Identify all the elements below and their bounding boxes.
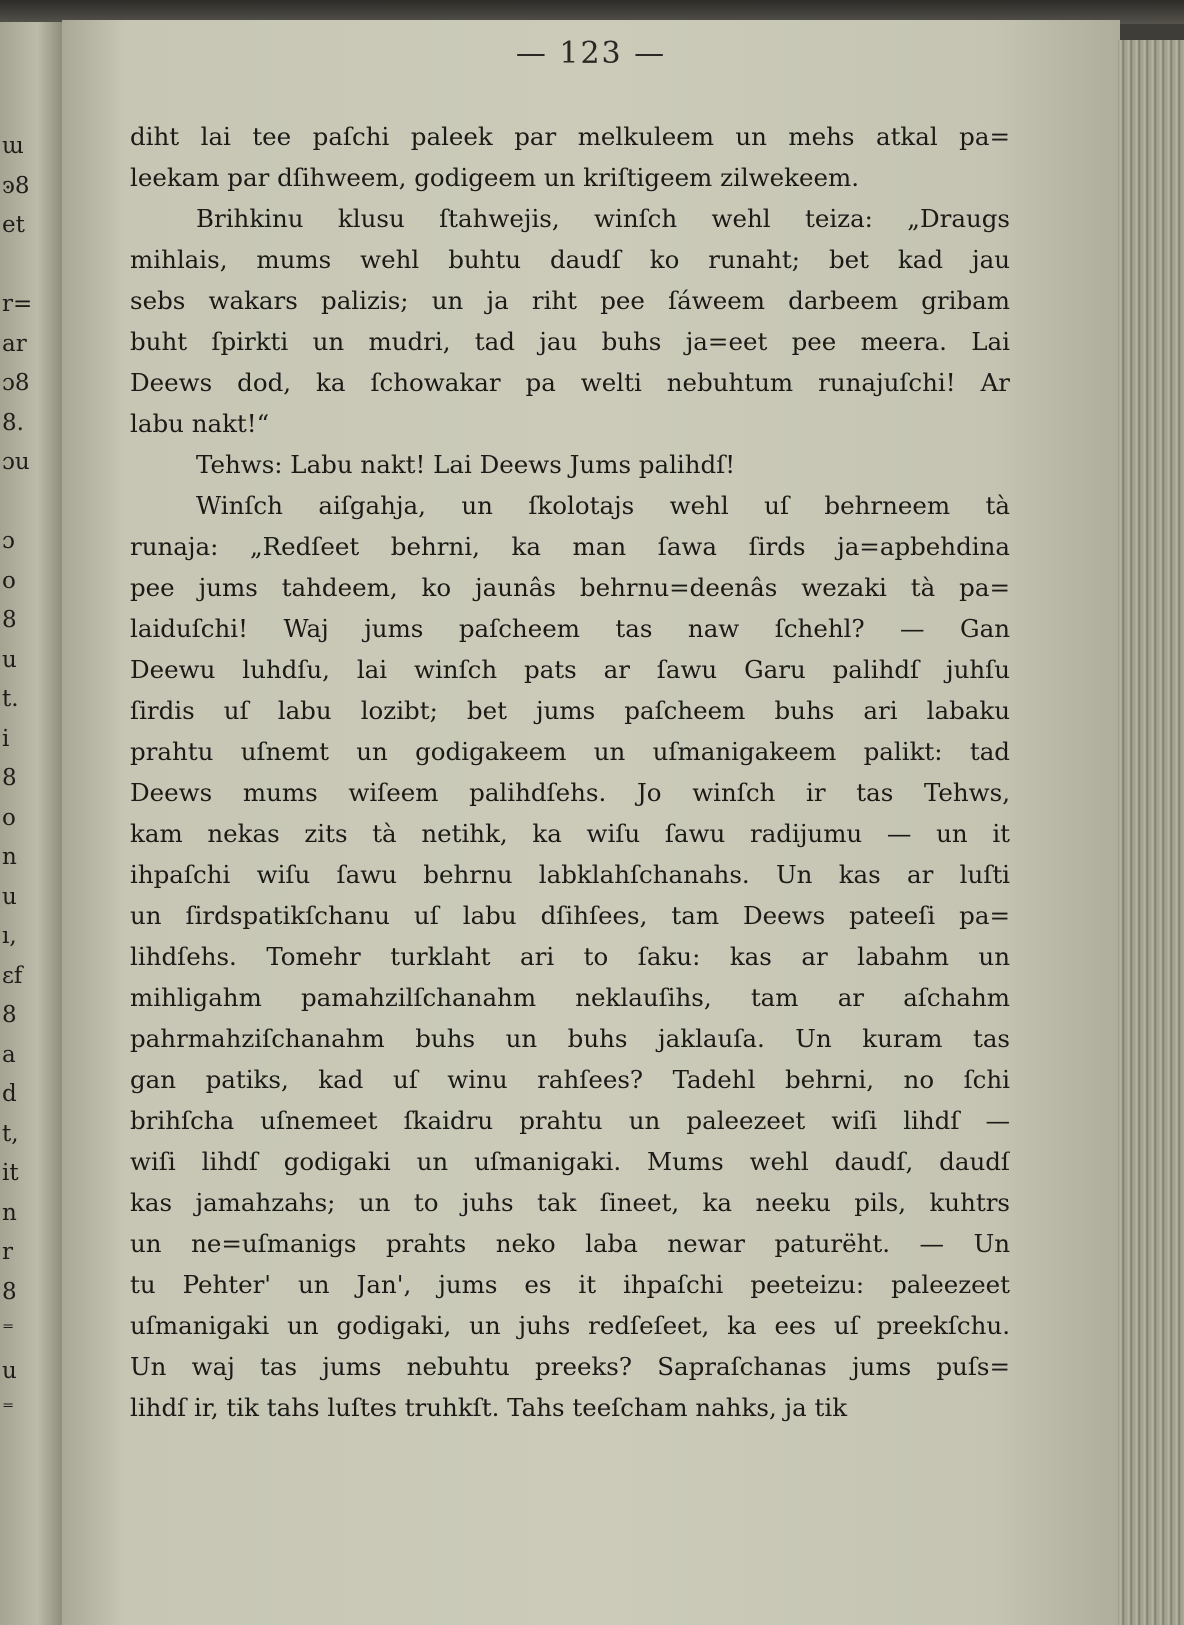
text-line: mihligahm pamahzilſchanahm neklauſihs, tam ar aſchahm bbox=[130, 983, 1010, 1012]
paragraph bbox=[130, 485, 1010, 1428]
text-line: leekam par dſihweem, godigeem un kriſtigeem zilwekeem. bbox=[130, 163, 859, 192]
paragraph bbox=[130, 198, 1010, 444]
left-page-fragment: ı, bbox=[2, 923, 17, 949]
left-page-fragment: it bbox=[2, 1160, 19, 1186]
text-line: runaja: „Redſeet behrni, ka man ſawa ſirds ja=apbehdina bbox=[130, 532, 1010, 561]
text-line: tu Pehter' un Jan', jums es it ihpaſchi peeteizu: paleezeet bbox=[130, 1270, 1010, 1299]
left-page-fragment: et bbox=[2, 212, 25, 238]
left-page-fragment: u bbox=[2, 883, 17, 910]
page-stack-edge bbox=[1118, 40, 1184, 1625]
text-line: pahrmahziſchanahm buhs un buhs jaklauſa. Un kuram tas bbox=[130, 1024, 1010, 1053]
left-page-fragment: ⁼ bbox=[2, 1318, 15, 1344]
page-number: — 123 — bbox=[515, 36, 667, 71]
left-page-fragment: ɛf bbox=[2, 962, 23, 989]
left-page-fragment: d bbox=[2, 1081, 17, 1107]
page-body-text bbox=[130, 116, 1010, 1428]
left-page-fragment: ͽ8 bbox=[2, 172, 30, 199]
paragraph bbox=[130, 116, 1010, 198]
text-line: Brihkinu klusu ſtahwejis, winſch wehl teiza: „Draugs bbox=[196, 204, 1010, 233]
text-line: kam nekas zits tà netihk, ka wiſu ſawu radijumu — un it bbox=[130, 819, 1010, 848]
paragraph bbox=[130, 444, 1010, 485]
text-line: mihlais, mums wehl buhtu daudſ ko runaht; bet kad jau bbox=[130, 245, 1010, 274]
left-page-fragment: n bbox=[2, 1199, 17, 1226]
left-page-margin bbox=[0, 22, 62, 1625]
left-page-fragment: n bbox=[2, 844, 17, 870]
left-page-fragment: ɔ bbox=[2, 528, 15, 554]
text-line: diht lai tee paſchi paleek par melkuleem un mehs atkal pa= bbox=[130, 122, 1010, 151]
left-page-fragment: ar bbox=[2, 330, 27, 357]
text-line: lihdſehs. Tomehr turklaht ari to ſaku: kas ar labahm un bbox=[130, 942, 1010, 971]
left-page-fragment: ɔu bbox=[2, 449, 30, 475]
text-line: buht ſpirkti un mudri, tad jau buhs ja=eet pee meera. Lai bbox=[130, 327, 1010, 356]
left-page-fragment: u bbox=[2, 1357, 17, 1384]
text-line: lihdſ ir, tik tahs luſtes truhkſt. Tahs teeſcham nahks, ja tik bbox=[130, 1393, 848, 1422]
left-page-fragment bbox=[2, 246, 50, 286]
left-page-fragment: i bbox=[2, 725, 10, 752]
text-line: laiduſchi! Waj jums paſcheem tas naw ſchehl? — Gan bbox=[130, 614, 1010, 643]
left-page-fragment: a bbox=[2, 1041, 16, 1068]
text-line: ihpaſchi wiſu ſawu behrnu labklahſchanahs. Un kas ar luſti bbox=[130, 860, 1010, 889]
text-line: gan patiks, kad uſ winu rahſees? Tadehl behrni, no ſchi bbox=[130, 1065, 1010, 1094]
text-line: un ne=uſmanigs prahts neko laba newar paturëht. — Un bbox=[130, 1229, 1010, 1258]
left-page-fragment: 8 bbox=[2, 607, 17, 633]
left-page-fragment bbox=[2, 483, 50, 523]
text-line: uſmanigaki un godigaki, un juhs redſeſeet, ka ees uſ preekſchu. bbox=[130, 1311, 1010, 1340]
left-page-fragment: o bbox=[2, 804, 16, 831]
text-line: un ſirdspatikſchanu uſ labu dſihſees, tam Deews pateeſi pa= bbox=[130, 901, 1010, 930]
text-line: prahtu uſnemt un godigakeem un uſmanigakeem palikt: tad bbox=[130, 737, 1010, 766]
left-page-fragment: 8. bbox=[2, 409, 24, 436]
left-page-fragment: r= bbox=[2, 291, 33, 317]
text-line: labu nakt!“ bbox=[130, 409, 270, 438]
text-line: kas jamahzahs; un to juhs tak ſineet, ka neeku pils, kuhtrs bbox=[130, 1188, 1010, 1217]
left-page-fragment: ɔ8 bbox=[2, 370, 30, 396]
left-page-fragment: 8 bbox=[2, 1002, 17, 1028]
text-line: Un waj tas jums nebuhtu preeks? Sapraſchanas jums puſs= bbox=[130, 1352, 1010, 1381]
left-page-fragment: ⁼ bbox=[2, 1397, 15, 1423]
left-page-fragment: ա bbox=[2, 133, 24, 159]
text-line: sebs wakars palizis; un ja riht pee ſáweem darbeem gribam bbox=[130, 286, 1010, 315]
text-line: Deewu luhdſu, lai winſch pats ar ſawu Garu palihdſ juhſu bbox=[130, 655, 1010, 684]
left-page-text-fragments bbox=[2, 127, 50, 1431]
left-page-fragment: u bbox=[2, 646, 17, 673]
text-line: Tehws: Labu nakt! Lai Deews Jums palihdſ! bbox=[196, 450, 736, 479]
left-page-fragment: 8 bbox=[2, 1278, 17, 1305]
left-page-fragment: t, bbox=[2, 1120, 19, 1147]
text-line: wiſi lihdſ godigaki un uſmanigaki. Mums wehl daudſ, daudſ bbox=[130, 1147, 1010, 1176]
text-line: brihſcha uſnemeet ſkaidru prahtu un paleezeet wiſi lihdſ — bbox=[130, 1106, 1010, 1135]
text-line: ſirdis uſ labu lozibt; bet jums paſcheem buhs ari labaku bbox=[130, 696, 1010, 725]
text-line: Winſch aiſgahja, un ſkolotajs wehl uſ behrneem tà bbox=[196, 491, 1010, 520]
text-line: pee jums tahdeem, ko jaunâs behrnu=deenâs wezaki tà pa= bbox=[130, 573, 1010, 602]
left-page-fragment: 8 bbox=[2, 765, 17, 791]
text-line: Deews dod, ka ſchowakar pa welti nebuhtum runajuſchi! Ar bbox=[130, 368, 1010, 397]
left-page-fragment: t. bbox=[2, 686, 19, 712]
text-line: Deews mums wiſeem palihdſehs. Jo winſch ir tas Tehws, bbox=[130, 778, 1010, 807]
left-page-fragment: o bbox=[2, 567, 16, 594]
left-page-fragment: r bbox=[2, 1239, 13, 1265]
